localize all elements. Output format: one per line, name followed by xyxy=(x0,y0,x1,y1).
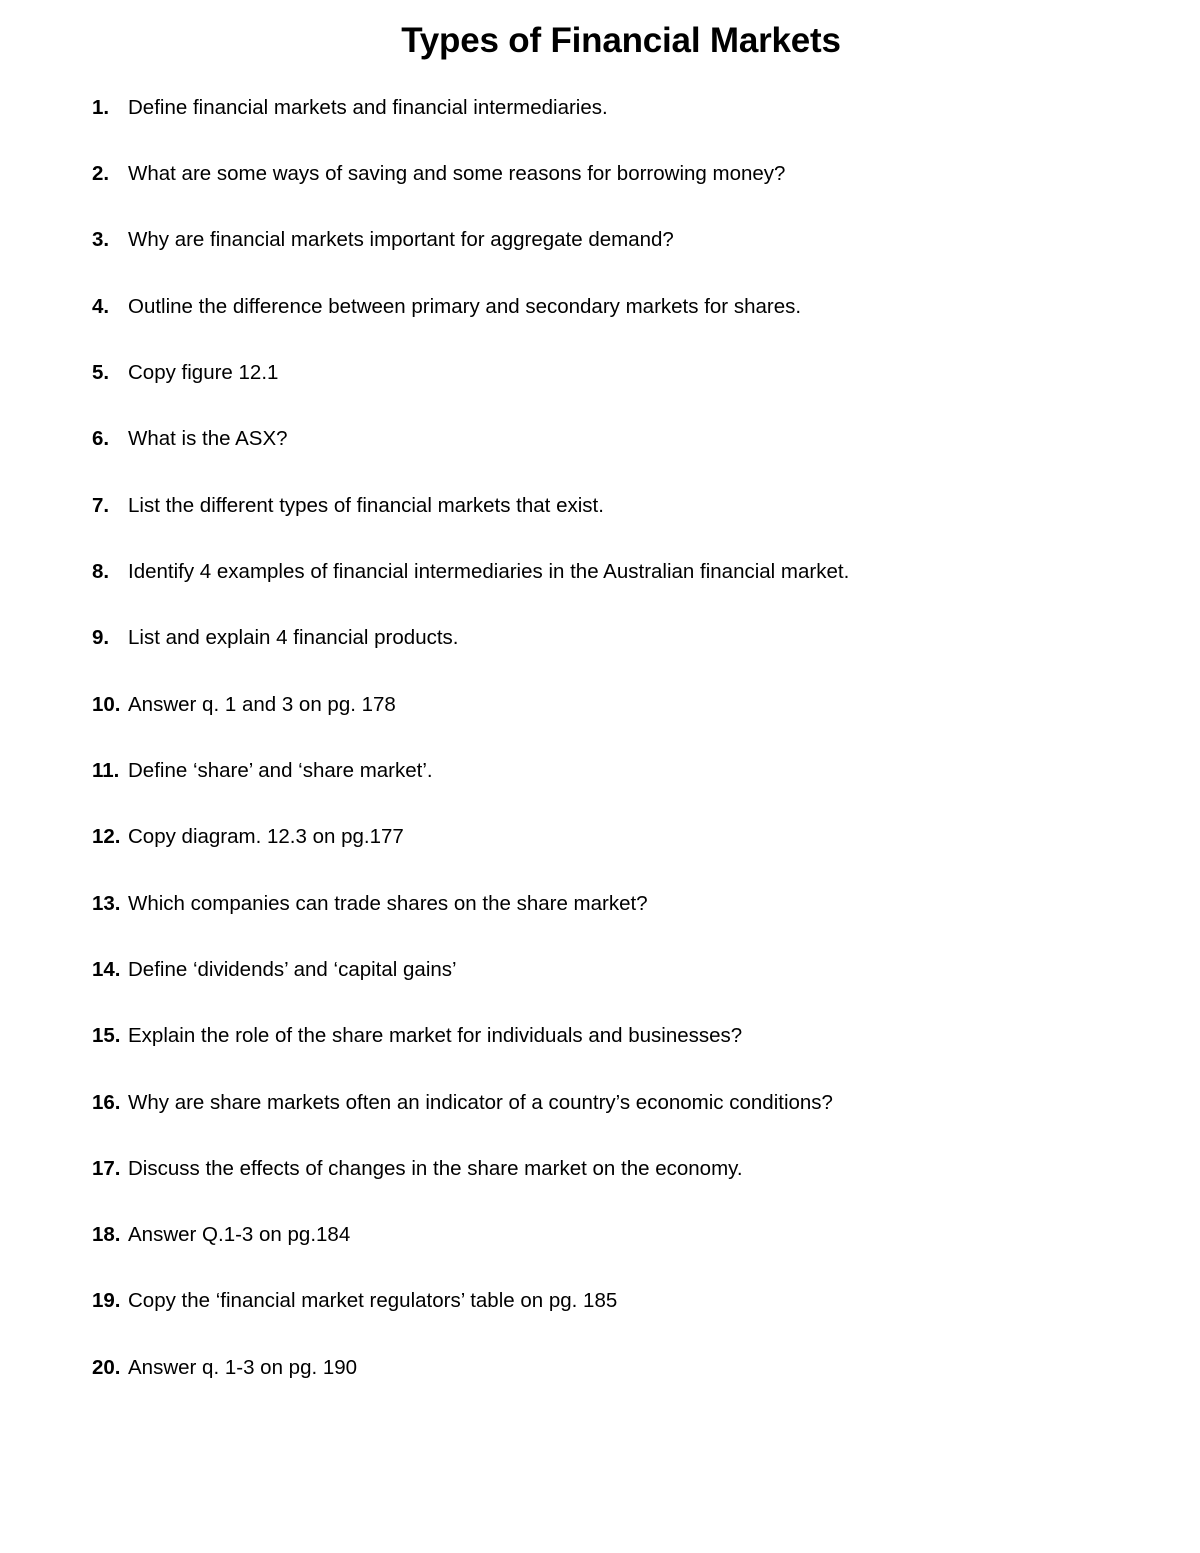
list-item xyxy=(92,889,648,919)
list-item xyxy=(92,491,604,521)
question-number: 2. xyxy=(92,162,110,185)
question-number: 9. xyxy=(92,626,110,649)
question-number: 20. xyxy=(92,1356,121,1379)
question-text: Define ‘dividends’ and ‘capital gains’ xyxy=(128,958,457,981)
question-text: Why are financial markets important for aggregate demand? xyxy=(128,228,674,251)
list-item xyxy=(92,557,849,587)
list-item xyxy=(92,1154,743,1184)
question-number: 3. xyxy=(92,228,110,251)
list-item xyxy=(92,292,801,322)
list-item xyxy=(92,756,433,786)
question-text: Why are share markets often an indicator of a country’s economic conditions? xyxy=(128,1091,833,1114)
list-item xyxy=(92,225,674,255)
question-number: 12. xyxy=(92,825,121,848)
list-item xyxy=(92,690,396,720)
question-number: 19. xyxy=(92,1289,121,1312)
list-item xyxy=(92,1286,617,1316)
question-number: 1. xyxy=(92,96,110,119)
question-number: 5. xyxy=(92,361,110,384)
question-number: 18. xyxy=(92,1223,121,1246)
question-number: 6. xyxy=(92,427,110,450)
question-text: Explain the role of the share market for individuals and businesses? xyxy=(128,1024,743,1047)
question-text: Define financial markets and financial intermediaries. xyxy=(128,96,608,119)
question-text: Define ‘share’ and ‘share market’. xyxy=(128,759,433,782)
question-number: 14. xyxy=(92,958,121,981)
list-item xyxy=(92,822,404,852)
question-text: Answer q. 1 and 3 on pg. 178 xyxy=(128,693,396,716)
question-text: List the different types of financial markets that exist. xyxy=(128,494,604,517)
question-text: Answer q. 1-3 on pg. 190 xyxy=(128,1356,358,1379)
list-item xyxy=(92,358,278,388)
question-text: Copy diagram. 12.3 on pg.177 xyxy=(128,825,404,848)
question-number: 17. xyxy=(92,1157,121,1180)
list-item xyxy=(92,93,608,123)
list-item xyxy=(92,1220,350,1250)
question-number: 13. xyxy=(92,892,121,915)
question-number: 11. xyxy=(92,759,120,782)
question-text: Copy the ‘financial market regulators’ table on pg. 185 xyxy=(128,1289,618,1312)
question-text: What is the ASX? xyxy=(128,427,288,450)
question-number: 15. xyxy=(92,1024,121,1047)
question-text: Copy figure 12.1 xyxy=(128,361,279,384)
list-item xyxy=(92,955,457,985)
question-number: 8. xyxy=(92,560,110,583)
question-text: Which companies can trade shares on the share market? xyxy=(128,892,648,915)
question-text: Answer Q.1-3 on pg.184 xyxy=(128,1223,351,1246)
question-text: List and explain 4 financial products. xyxy=(128,626,459,649)
question-number: 4. xyxy=(92,295,110,318)
question-number: 16. xyxy=(92,1091,121,1114)
question-text: What are some ways of saving and some reasons for borrowing money? xyxy=(128,162,786,185)
list-item xyxy=(92,424,288,454)
list-item xyxy=(92,1088,833,1118)
page-title: Types of Financial Markets xyxy=(401,21,841,60)
list-item xyxy=(92,159,785,189)
list-item xyxy=(92,1353,357,1383)
question-text: Discuss the effects of changes in the share market on the economy. xyxy=(128,1157,743,1180)
question-text: Identify 4 examples of financial intermediaries in the Australian financial market. xyxy=(128,560,850,583)
list-item xyxy=(92,623,458,653)
question-text: Outline the difference between primary and secondary markets for shares. xyxy=(128,295,802,318)
question-number: 7. xyxy=(92,494,110,517)
list-item xyxy=(92,1021,742,1051)
question-number: 10. xyxy=(92,693,121,716)
